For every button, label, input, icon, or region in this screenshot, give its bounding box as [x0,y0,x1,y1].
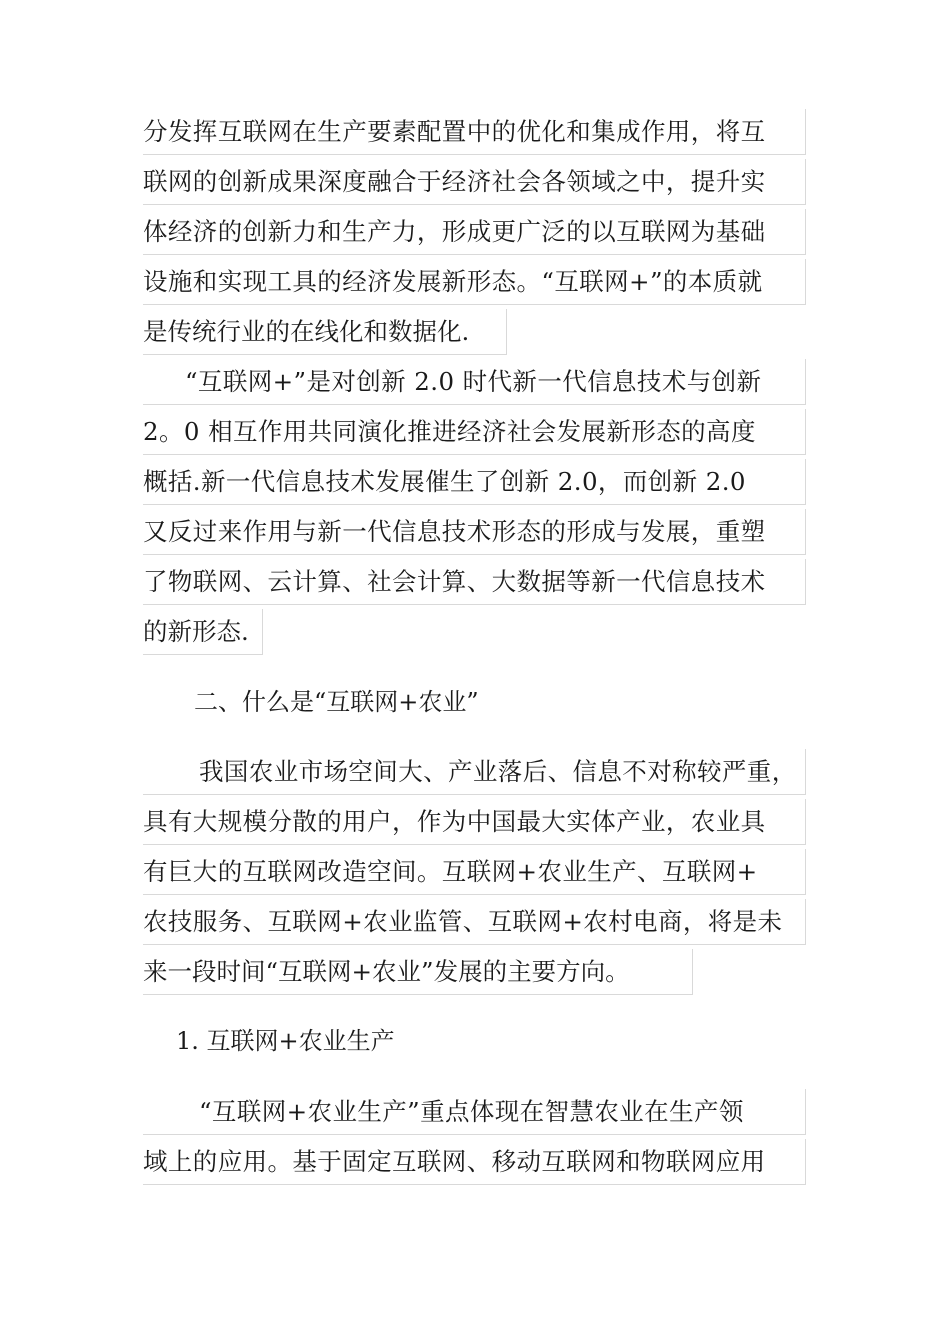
paragraph-1-line-2: 联网的创新成果深度融合于经济社会各领域之中，提升实 [143,159,806,205]
paragraph-2-line-2: 2。0 相互作用共同演化推进经济社会发展新形态的高度 [143,409,806,455]
paragraph-3-line-5: 来一段时间“互联网+农业”发展的主要方向。 [143,949,693,995]
paragraph-1-line-4: 设施和实现工具的经济发展新形态。“互联网+”的本质就 [143,259,806,305]
section-heading: 二、什么是“互联网+农业” [194,688,479,716]
paragraph-2-line-5: 了物联网、云计算、社会计算、大数据等新一代信息技术 [143,559,806,605]
paragraph-3-line-4: 农技服务、互联网+农业监管、互联网+农村电商，将是未 [143,899,806,945]
paragraph-2-line-3: 概括.新一代信息技术发展催生了创新 2.0，而创新 2.0 [143,459,806,505]
paragraph-3-line-3: 有巨大的互联网改造空间。互联网+农业生产、互联网+ [143,849,806,895]
paragraph-2-line-4: 又反过来作用与新一代信息技术形态的形成与发展，重塑 [143,509,806,555]
paragraph-4-line-1: “互联网+农业生产”重点体现在智慧农业在生产领 [143,1089,806,1135]
subsection-heading: 1. 互联网+农业生产 [176,1027,395,1055]
paragraph-2-line-6: 的新形态. [143,609,263,655]
paragraph-2-line-1: “互联网+”是对创新 2.0 时代新一代信息技术与创新 [143,359,806,405]
paragraph-3-line-1: 我国农业市场空间大、产业落后、信息不对称较严重， [143,749,806,795]
paragraph-1-line-5: 是传统行业的在线化和数据化. [143,309,507,355]
paragraph-1-line-3: 体经济的创新力和生产力，形成更广泛的以互联网为基础 [143,209,806,255]
paragraph-1-line-1: 分发挥互联网在生产要素配置中的优化和集成作用，将互 [143,109,806,155]
paragraph-4-line-2: 域上的应用。基于固定互联网、移动互联网和物联网应用 [143,1139,806,1185]
paragraph-3-line-2: 具有大规模分散的用户，作为中国最大实体产业，农业具 [143,799,806,845]
